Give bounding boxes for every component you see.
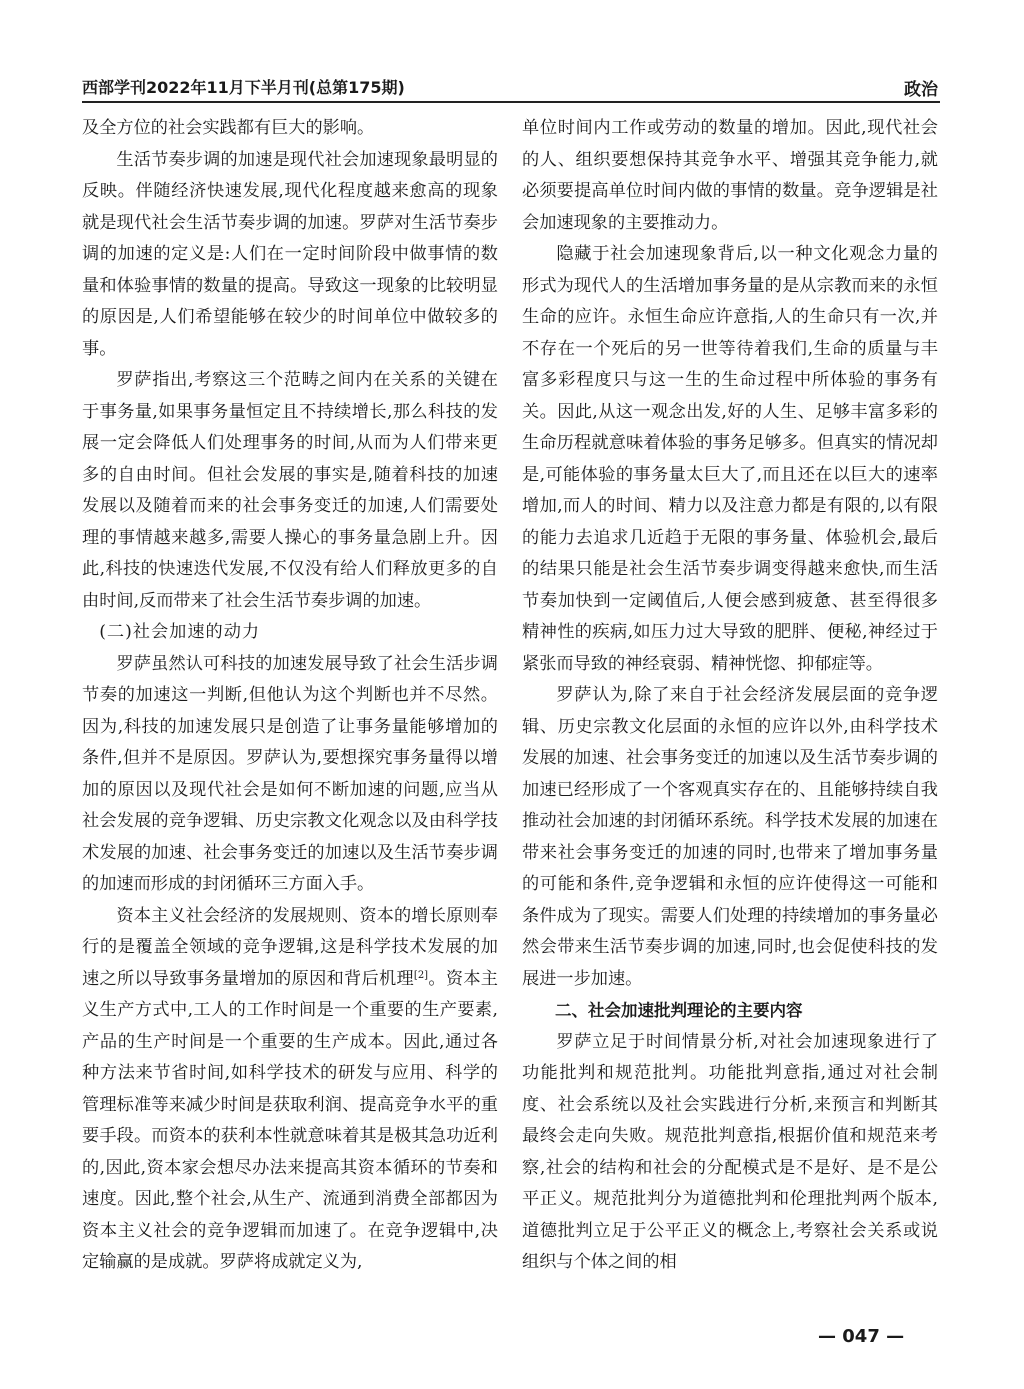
paragraph-text: 罗萨认为,除了来自于社会经济发展层面的竞争逻辑、历史宗教文化层面的永恒的应许以外,由科学技术发展的加速、社会事务变迁的加速以及生活节奏步调的加速已经形成了一个客观真实存在的、且能够持续自我推动社会加速的封闭循环系统。科学技术发展的加速在带来社会事务变迁的加速的同时,也带来了增加事务量的可能和条件,竞争逻辑和永恒的应许使得这一可能和条件成为了现实。需要人们处理的持续增加的事务量必然会带来生活节奏步调的加速,同时,也会促使科技的发展进一步加速。 xyxy=(522,685,938,989)
paragraph-text: 罗萨立足于时间情景分析,对社会加速现象进行了功能批判和规范批判。功能批判意指,通过对社会制度、社会系统以及社会实践进行分析,来预言和判断其最终会走向失败。规范批判意指,根据价值和规范来考察,社会的结构和社会的分配模式是不是好、是不是公平正义。规范批判分为道德批判和伦理批判两个版本,道德批判立足于公平正义的概念上,考察社会关系或说组织与个体之间的相 xyxy=(522,1031,938,1272)
paragraph xyxy=(522,239,938,680)
journal-issue: 西部学刊2022年11月下半月刊(总第175期) xyxy=(82,78,405,97)
right-column xyxy=(522,113,938,1279)
citation-ref: [2] xyxy=(413,969,429,981)
paragraph-continued xyxy=(82,113,498,145)
running-header xyxy=(82,73,940,101)
section-name: 政治 xyxy=(904,80,938,100)
paragraph xyxy=(82,901,498,1279)
paragraph xyxy=(82,365,498,617)
left-column xyxy=(82,113,498,1279)
paragraph xyxy=(82,649,498,901)
header-rule xyxy=(82,101,940,103)
paragraph xyxy=(82,145,498,366)
section-heading xyxy=(522,995,938,1027)
page-number: — 047 — xyxy=(818,1326,905,1347)
paragraph-text: (二)社会加速的动力 xyxy=(99,622,261,642)
paragraph-text: 罗萨虽然认可科技的加速发展导致了社会生活步调节奏的加速这一判断,但他认为这个判断也并不尽然。因为,科技的加速发展只是创造了让事务量能够增加的条件,但并不是原因。罗萨认为,要想探究事务量得以增加的原因以及现代社会是如何不断加速的问题,应当从社会发展的竞争逻辑、历史宗教文化观念以及由科学技术发展的加速、社会事务变迁的加速以及生活节奏步调的加速而形成的封闭循环三方面入手。 xyxy=(82,653,498,894)
paragraph xyxy=(522,680,938,995)
paragraph-continued xyxy=(522,113,938,239)
paragraph xyxy=(522,1027,938,1279)
paragraph-text: 。资本主义生产方式中,工人的工作时间是一个重要的生产要素,产品的生产时间是一个重要的生产成本。因此,通过各种方法来节省时间,如科学技术的研发与应用、科学的管理标准等来减少时间是获取利润、提高竞争水平的重要手段。而资本的获利本性就意味着其是极其急功近利的,因此,资本家会想尽办法来提高其资本循环的节奏和速度。因此,整个社会,从生产、流通到消费全部都因为资本主义社会的竞争逻辑而加速了。在竞争逻辑中,决定输赢的是成就。罗萨将成就定义为, xyxy=(82,968,498,1272)
paragraph-text: 隐藏于社会加速现象背后,以一种文化观念力量的形式为现代人的生活增加事务量的是从宗教而来的永恒生命的应许。永恒生命应许意指,人的生命只有一次,并不存在一个死后的另一世等待着我们,生命的质量与丰富多彩程度只与这一生的生命过程中所体验的事务有关。因此,从这一观念出发,好的人生、足够丰富多彩的生命历程就意味着体验的事务足够多。但真实的情况却是,可能体验的事务量太巨大了,而且还在以巨大的速率增加,而人的时间、精力以及注意力都是有限的,以有限的能力去追求几近趋于无限的事务量、体验机会,最后的结果只能是社会生活节奏步调变得越来愈快,而生活节奏加快到一定阈值后,人便会感到疲惫、甚至得很多精神性的疾病,如压力过大导致的肥胖、便秘,神经过于紧张而导致的神经衰弱、精神恍惚、抑郁症等。 xyxy=(522,244,938,674)
subsection-heading xyxy=(82,617,498,649)
paragraph-text: 二、社会加速批判理论的主要内容 xyxy=(555,1001,803,1020)
paragraph-text: 单位时间内工作或劳动的数量的增加。因此,现代社会的人、组织要想保持其竞争水平、增强其竞争能力,就必须要提高单位时间内做的事情的数量。竞争逻辑是社会加速现象的主要推动力。 xyxy=(522,118,938,233)
paragraph-text: 及全方位的社会实践都有巨大的影响。 xyxy=(82,118,375,138)
paragraph-text: 生活节奏步调的加速是现代社会加速现象最明显的反映。伴随经济快速发展,现代化程度越来愈高的现象就是现代社会生活节奏步调的加速。罗萨对生活节奏步调的加速的定义是:人们在一定时间阶段中做事情的数量和体验事情的数量的提高。导致这一现象的比较明显的原因是,人们希望能够在较少的时间单位中做较多的事。 xyxy=(82,149,498,359)
paragraph-text: 罗萨指出,考察这三个范畴之间内在关系的关键在于事务量,如果事务量恒定且不持续增长,那么科技的发展一定会降低人们处理事务的时间,从而为人们带来更多的自由时间。但社会发展的事实是,随着科技的加速发展以及随着而来的社会事务变迁的加速,人们需要处理的事情越来越多,需要人操心的事务量急剧上升。因此,科技的快速迭代发展,不仅没有给人们释放更多的自由时间,反而带来了社会生活节奏步调的加速。 xyxy=(82,370,498,611)
paragraph-text: 资本主义社会经济的发展规则、资本的增长原则奉行的是覆盖全领域的竞争逻辑,这是科学技术发展的加速之所以导致事务量增加的原因和背后机理 xyxy=(82,905,498,989)
